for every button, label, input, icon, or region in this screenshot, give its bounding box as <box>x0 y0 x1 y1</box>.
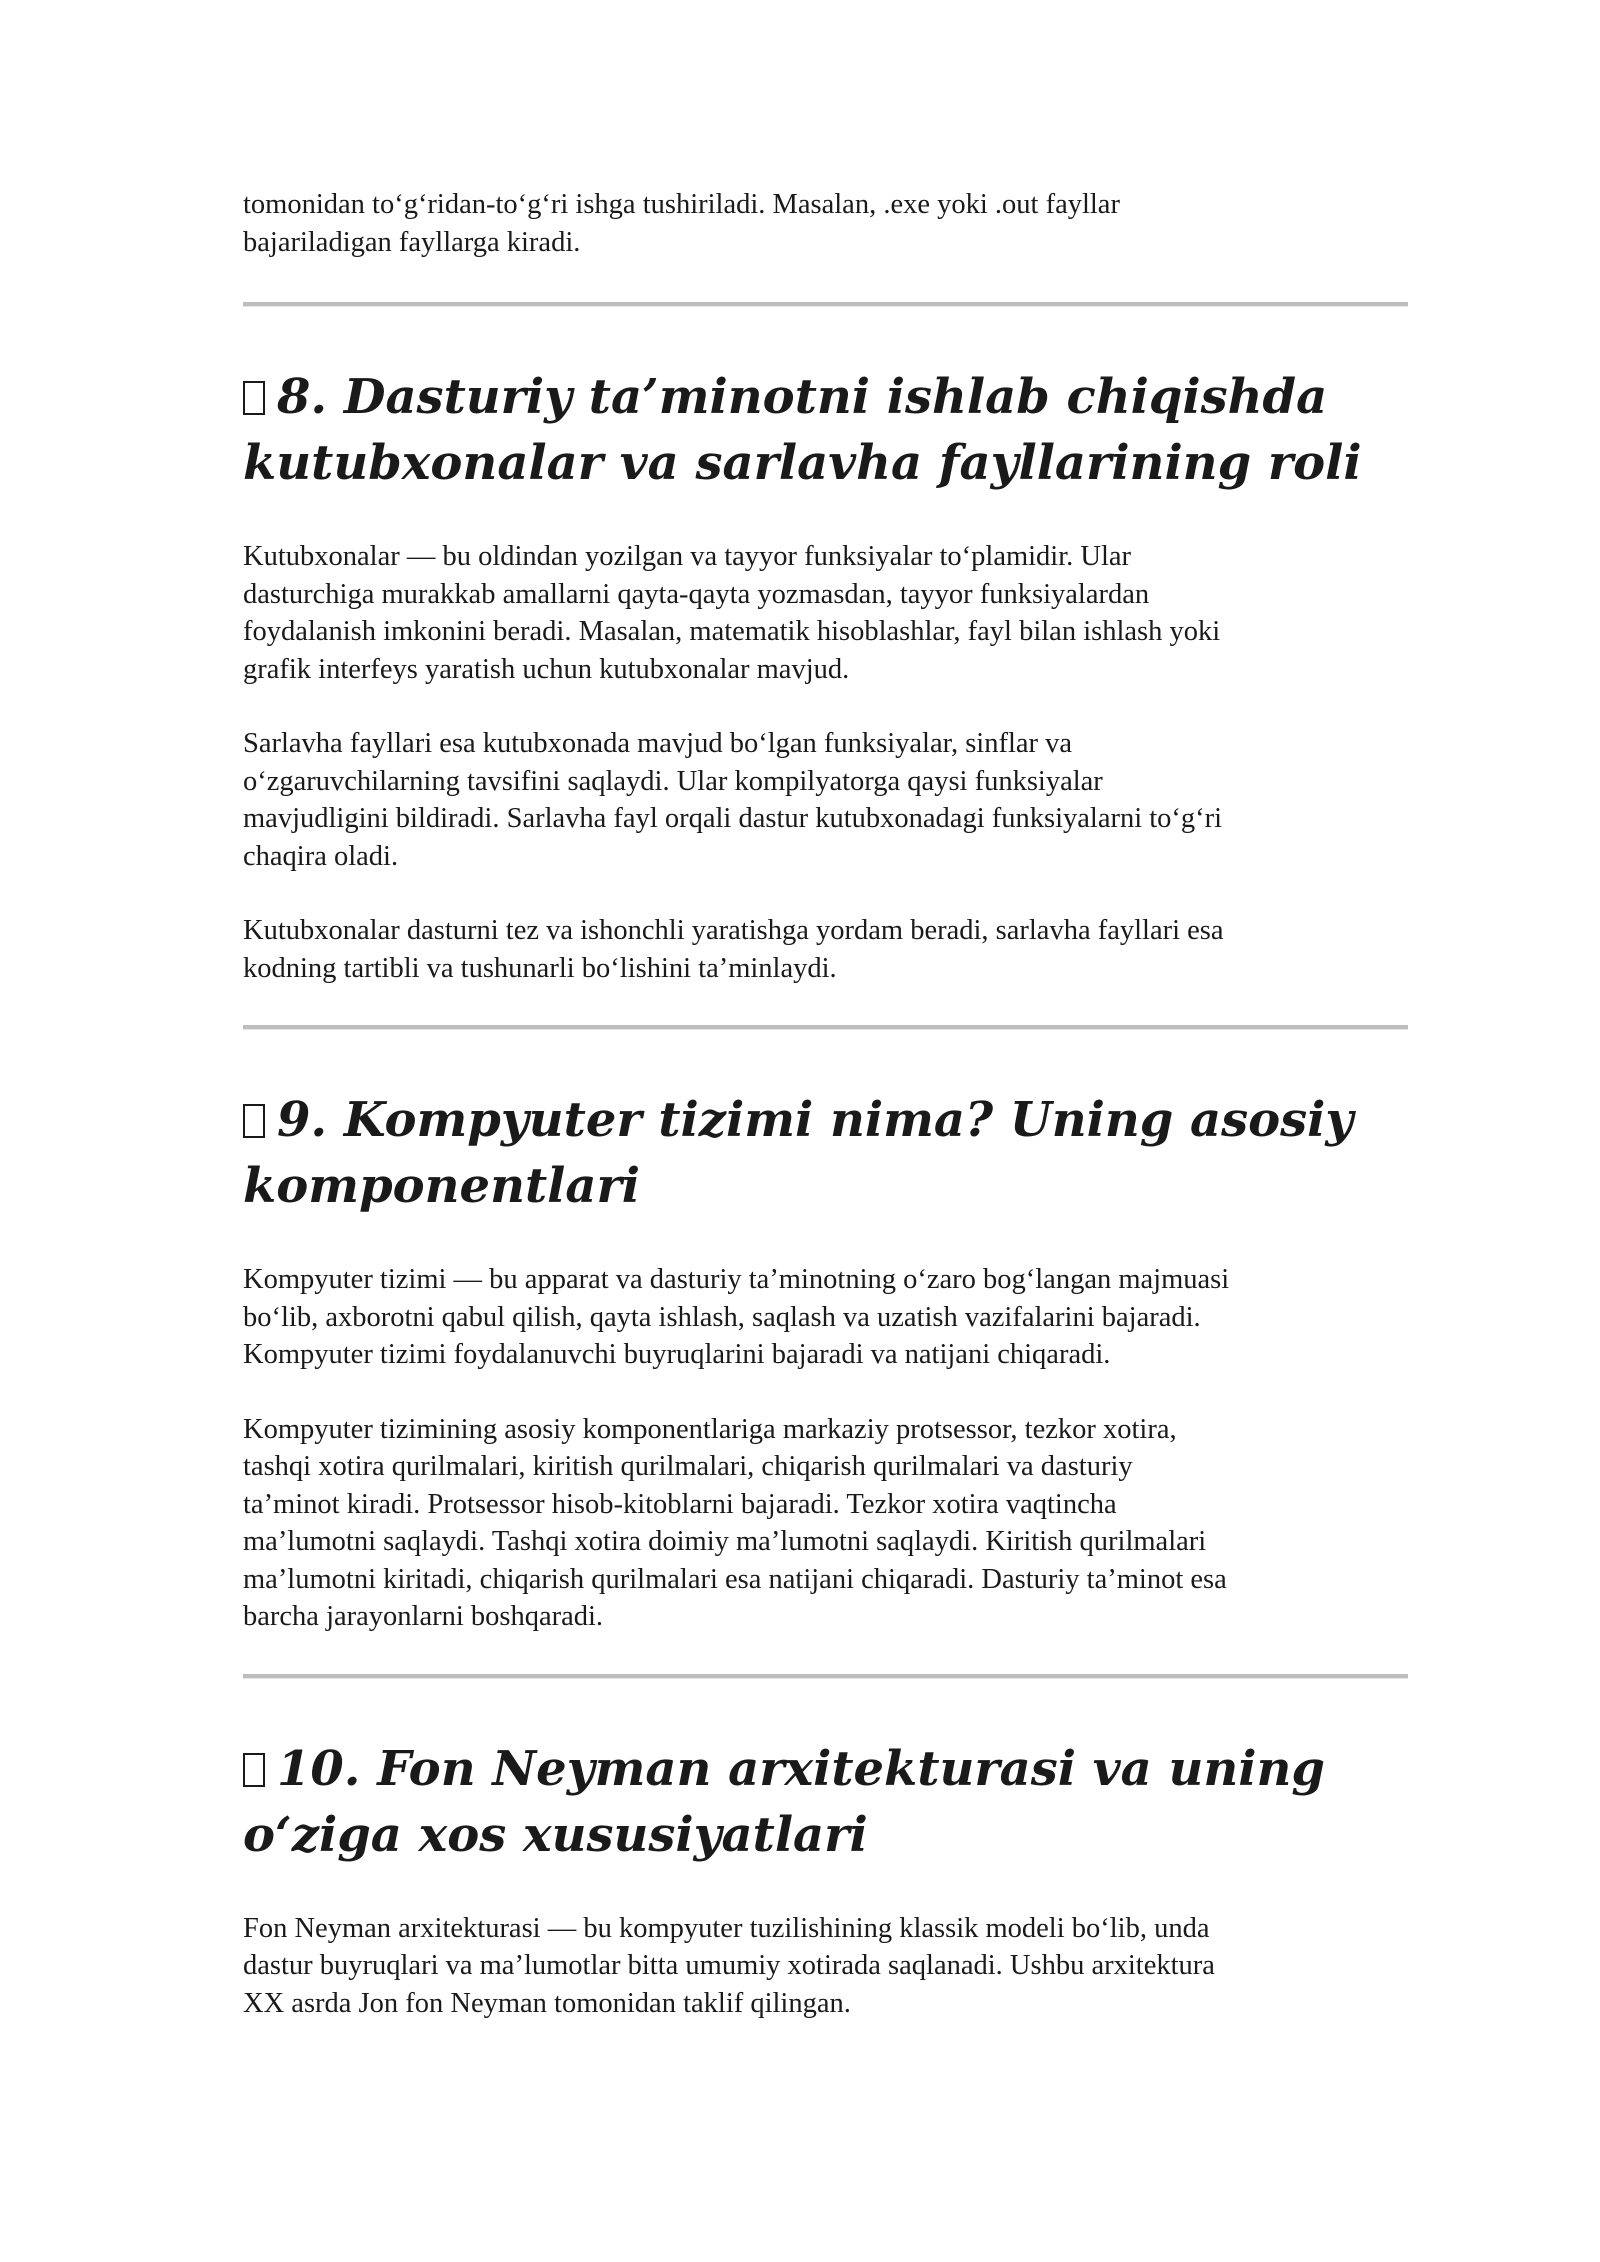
section-heading-text: 9. Kompyuter tizimi nima? Uning asosiy komponentlari <box>243 1092 1354 1214</box>
missing-glyph-icon <box>243 381 265 415</box>
section-paragraph: Kompyuter tizimi — bu apparat va dasturiy ta’minotning o‘zaro bog‘langan majmuasi bo‘lib, axborotni qabul qilish, qayta ishlash, saqlash va uzatish vazifalarini bajaradi. Kompyuter tizimi foydalanuvchi buyruqlarini bajaradi va natijani chiqaradi. <box>243 1264 1230 1370</box>
section-paragraph: Kutubxonalar dasturni tez va ishonchli yaratishga yordam beradi, sarlavha fayllari esa kodning tartibli va tushunarli bo‘lishini ta’minlaydi. <box>243 915 1224 984</box>
section-heading <box>243 364 1408 496</box>
missing-glyph-icon <box>243 1753 265 1787</box>
section-heading-text: 8. Dasturiy ta’minotni ishlab chiqishda kutubxonalar va sarlavha fayllarining roli <box>243 369 1362 491</box>
section-heading <box>243 1736 1408 1868</box>
section-8 <box>243 364 1408 987</box>
section-paragraph: Kutubxonalar — bu oldindan yozilgan va tayyor funksiyalar to‘plamidir. Ular dasturchiga murakkab amallarni qayta-qayta yozmasdan, tayyor funksiyalardan foydalanish imkonini beradi. Masalan, matematik hisoblashlar, fayl bilan ishlash yoki grafik interfeys yaratish uchun kutubxonalar mavjud. <box>243 541 1221 685</box>
section-paragraph: Sarlavha fayllari esa kutubxonada mavjud bo‘lgan funksiyalar, sinflar va o‘zgaruvchilarning tavsifini saqlaydi. Ular kompilyatorga qaysi funksiyalar mavjudligini bildiradi. Sarlavha fayl orqali dastur kutubxonadagi funksiyalarni to‘g‘ri chaqira oladi. <box>243 728 1223 872</box>
section-divider <box>243 1025 1408 1030</box>
section-divider <box>243 302 1408 307</box>
document-page <box>243 186 1408 2022</box>
section-divider <box>243 1674 1408 1679</box>
section-10 <box>243 1736 1408 2023</box>
section-paragraph: Fon Neyman arxitekturasi — bu kompyuter tuzilishining klassik modeli bo‘lib, unda dastur buyruqlari va ma’lumotlar bitta umumiy xotirada saqlanadi. Ushbu arxitektura XX asrda Jon fon Neyman tomonidan taklif qilingan. <box>243 1912 1215 2019</box>
section-heading <box>243 1087 1408 1219</box>
section-heading-text: 10. Fon Neyman arxitekturasi va uning o‘ziga xos xususiyatlari <box>243 1740 1325 1863</box>
section-9 <box>243 1087 1408 1636</box>
section-paragraph: Kompyuter tizimining asosiy komponentlariga markaziy protsessor, tezkor xotira, tashqi xotira qurilmalari, kiritish qurilmalari, chiqarish qurilmalari va dasturiy ta’minot kiradi. Protsessor hisob-kitoblarni bajaradi. Tezkor xotira vaqtincha ma’lumotni saqlaydi. Tashqi xotira doimiy ma’lumotni saqlaydi. Kiritish qurilmalari ma’lumotni kiritadi, chiqarish qurilmalari esa natijani chiqaradi. Dasturiy ta’minot esa barcha jarayonlarni boshqaradi. <box>243 1413 1227 1632</box>
intro-paragraph: tomonidan to‘g‘ridan-to‘g‘ri ishga tushiriladi. Masalan, .exe yoki .out fayllar bajariladigan fayllarga kiradi. <box>243 189 1120 258</box>
missing-glyph-icon <box>243 1104 265 1138</box>
